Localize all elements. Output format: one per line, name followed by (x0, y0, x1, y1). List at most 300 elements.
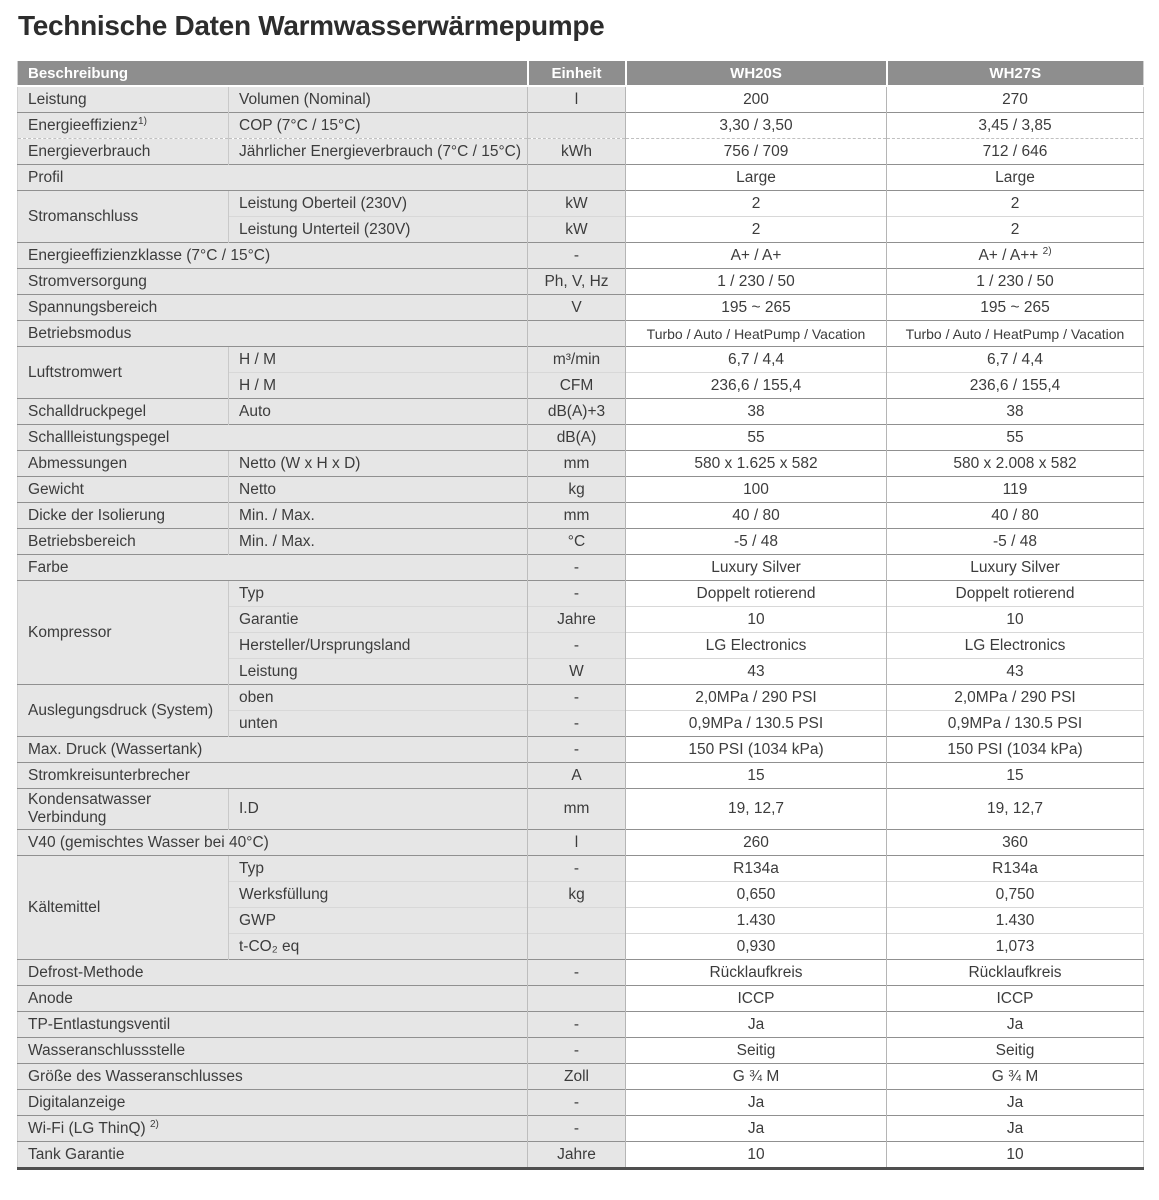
unit-cell-text: - (573, 1093, 580, 1111)
row-label (18, 1090, 528, 1116)
wh20s-value (626, 685, 887, 711)
wh27s-value-text: 0,750 (995, 885, 1035, 903)
unit-cell (528, 347, 626, 373)
wh20s-value (626, 165, 887, 191)
wh27s-value (887, 986, 1144, 1012)
wh20s-value (626, 347, 887, 373)
unit-cell-text: kg (568, 885, 585, 903)
row-label (18, 685, 229, 737)
row-sublabel (229, 789, 528, 830)
row-sublabel-text: Werksfüllung (239, 885, 329, 903)
table-row (18, 113, 1144, 139)
wh20s-value-text: 580 x 1.625 x 582 (694, 454, 818, 472)
wh20s-value-text: 10 (747, 1145, 765, 1163)
row-sublabel-text: oben (239, 688, 274, 706)
row-sublabel (229, 685, 528, 711)
table-row (18, 1012, 1144, 1038)
wh27s-value-text: 2 (1010, 220, 1020, 238)
wh20s-value-text: 43 (747, 662, 765, 680)
unit-cell (528, 373, 626, 399)
unit-cell (528, 711, 626, 737)
wh27s-value-text: 360 (1002, 833, 1028, 851)
wh20s-value (626, 217, 887, 243)
row-label (18, 737, 528, 763)
unit-cell (528, 243, 626, 269)
unit-cell (528, 503, 626, 529)
wh20s-value (626, 581, 887, 607)
unit-cell (528, 882, 626, 908)
unit-cell-text: - (573, 688, 580, 706)
table-row (18, 555, 1144, 581)
wh27s-value (887, 581, 1144, 607)
table-row (18, 529, 1144, 555)
wh20s-value (626, 477, 887, 503)
row-label (18, 399, 229, 425)
row-label (18, 581, 229, 685)
unit-cell (528, 165, 626, 191)
footnote-marker: 1) (138, 115, 147, 127)
row-sublabel-text: GWP (239, 911, 277, 929)
unit-cell (528, 581, 626, 607)
unit-cell-text: - (573, 584, 580, 602)
wh20s-value (626, 1142, 887, 1169)
wh20s-value (626, 86, 887, 113)
wh20s-value-text: -5 / 48 (734, 532, 778, 550)
wh20s-value (626, 659, 887, 685)
wh20s-value-text: 2 (751, 220, 761, 238)
wh27s-value-text: LG Electronics (964, 636, 1066, 654)
wh20s-value (626, 607, 887, 633)
row-label (18, 1142, 528, 1169)
wh27s-value-text: Seitig (995, 1041, 1035, 1059)
wh27s-value (887, 1064, 1144, 1090)
wh27s-value-text: 195 ~ 265 (980, 298, 1050, 316)
unit-cell-text: Jahre (557, 610, 596, 628)
wh20s-value-text: Large (736, 168, 776, 186)
unit-cell (528, 763, 626, 789)
wh27s-value (887, 321, 1144, 347)
wh20s-value (626, 1012, 887, 1038)
row-label (18, 139, 229, 165)
wh27s-value (887, 607, 1144, 633)
unit-cell-text: dB(A)+3 (547, 402, 606, 420)
row-sublabel (229, 113, 528, 139)
wh27s-value (887, 908, 1144, 934)
table-row (18, 763, 1144, 789)
row-sublabel-text: Netto (239, 480, 277, 498)
table-row (18, 1038, 1144, 1064)
row-label-text: Schalldruckpegel (28, 402, 147, 420)
wh27s-value (887, 763, 1144, 789)
row-sublabel-text: t-CO₂ eq (239, 937, 300, 955)
wh27s-value-text: 270 (1002, 90, 1028, 108)
wh27s-value (887, 659, 1144, 685)
wh27s-value-text: 55 (1006, 428, 1024, 446)
wh27s-value (887, 934, 1144, 960)
wh27s-value (887, 295, 1144, 321)
row-sublabel (229, 856, 528, 882)
wh20s-value-text: 1 / 230 / 50 (717, 272, 795, 290)
wh20s-value-text: 2,0MPa / 290 PSI (695, 688, 817, 706)
wh27s-value-text: G ¾ M (991, 1067, 1039, 1085)
table-row (18, 86, 1144, 113)
wh20s-value-text: R134a (733, 859, 779, 877)
unit-cell-text: - (573, 558, 580, 576)
wh27s-value (887, 86, 1144, 113)
row-label-text: Auslegungsdruck (System) (28, 701, 214, 719)
wh20s-value-text: Ja (747, 1119, 765, 1137)
unit-cell (528, 529, 626, 555)
wh27s-value-text: Ja (1006, 1015, 1024, 1033)
table-row (18, 191, 1144, 217)
wh27s-value-text: 19, 12,7 (986, 800, 1044, 817)
row-sublabel (229, 882, 528, 908)
unit-cell-text: - (573, 859, 580, 877)
wh20s-value (626, 986, 887, 1012)
wh27s-value-text: 712 / 646 (982, 142, 1048, 160)
footnote-marker: 2) (150, 1118, 159, 1130)
wh20s-value-text: 2 (751, 194, 761, 212)
wh20s-value-text: 3,30 / 3,50 (719, 116, 793, 134)
wh27s-value (887, 1142, 1144, 1169)
table-row (18, 830, 1144, 856)
unit-cell-text: - (573, 714, 580, 732)
wh20s-value-text: 38 (747, 402, 765, 420)
wh27s-value (887, 830, 1144, 856)
unit-cell (528, 986, 626, 1012)
wh20s-value (626, 425, 887, 451)
unit-cell (528, 1116, 626, 1142)
table-row (18, 451, 1144, 477)
wh27s-value (887, 347, 1144, 373)
row-label-text: Stromanschluss (28, 207, 139, 225)
table-header-row (18, 61, 1144, 86)
wh27s-value-text: 119 (1002, 480, 1028, 498)
unit-cell-text: - (573, 963, 580, 981)
wh20s-value (626, 243, 887, 269)
row-label-text: Schallleistungspegel (28, 428, 170, 446)
row-label-text: Betriebsbereich (28, 532, 136, 550)
unit-cell-text: kW (565, 194, 588, 212)
wh27s-value-text: Ja (1006, 1119, 1024, 1137)
wh27s-value-text: 580 x 2.008 x 582 (953, 454, 1077, 472)
wh20s-value-text: 15 (747, 766, 765, 784)
wh20s-value (626, 321, 887, 347)
wh20s-value-text: Rücklaufkreis (709, 963, 803, 981)
table-row (18, 960, 1144, 986)
wh20s-value (626, 789, 887, 830)
unit-cell-text: kW (565, 220, 588, 238)
footnote-marker: 2) (1042, 245, 1052, 257)
wh20s-value-text: Luxury Silver (711, 558, 801, 576)
row-label (18, 856, 229, 960)
wh27s-value-text: ICCP (996, 989, 1034, 1007)
row-label-text: Energieverbrauch (28, 142, 151, 160)
wh27s-value-text: 15 (1006, 766, 1024, 784)
row-label (18, 243, 528, 269)
header-unit: Einheit (528, 61, 626, 86)
table-row (18, 399, 1144, 425)
table-row (18, 347, 1144, 373)
unit-cell (528, 1142, 626, 1169)
unit-cell-text: mm (563, 506, 590, 524)
row-sublabel-text: H / M (239, 350, 277, 368)
row-label-text: Energieeffizienzklasse (7°C / 15°C) (28, 246, 271, 264)
row-label-text: Luftstromwert (28, 363, 122, 381)
unit-cell-text: Jahre (557, 1145, 596, 1163)
row-label (18, 477, 229, 503)
row-label-text: TP-Entlastungsventil (28, 1015, 171, 1033)
row-sublabel (229, 86, 528, 113)
row-label-text: Profil (28, 168, 64, 186)
wh20s-value (626, 763, 887, 789)
page-title: Technische Daten Warmwasserwärmepumpe (18, 10, 605, 41)
row-label-text: Abmessungen (28, 454, 128, 472)
wh27s-value-text: 38 (1006, 402, 1024, 420)
row-label (18, 960, 528, 986)
row-sublabel (229, 477, 528, 503)
wh20s-value-text: 0,9MPa / 130.5 PSI (688, 714, 824, 732)
wh20s-value (626, 295, 887, 321)
unit-cell (528, 555, 626, 581)
wh27s-value-text: 40 / 80 (991, 506, 1039, 524)
wh27s-value-text: Ja (1006, 1093, 1024, 1111)
row-label (18, 1012, 528, 1038)
wh20s-value-text: 1.430 (736, 911, 776, 929)
wh27s-value-text: 6,7 / 4,4 (986, 350, 1043, 368)
unit-cell-text: m³/min (552, 350, 601, 368)
row-label (18, 295, 528, 321)
row-label (18, 269, 528, 295)
unit-cell (528, 295, 626, 321)
wh27s-value-text: 1 / 230 / 50 (976, 272, 1054, 290)
row-sublabel-text: Netto (W x H x D) (239, 454, 361, 472)
wh20s-value (626, 373, 887, 399)
unit-cell (528, 1038, 626, 1064)
table-row (18, 986, 1144, 1012)
wh27s-value (887, 269, 1144, 295)
wh27s-value (887, 477, 1144, 503)
wh20s-value (626, 1116, 887, 1142)
table-row (18, 139, 1144, 165)
wh20s-value (626, 830, 887, 856)
unit-cell (528, 217, 626, 243)
table-row (18, 321, 1144, 347)
unit-cell (528, 908, 626, 934)
wh27s-value (887, 1012, 1144, 1038)
row-label-text: Digitalanzeige (28, 1093, 126, 1111)
unit-cell (528, 960, 626, 986)
wh20s-value-text: A+ / A+ (730, 246, 782, 264)
wh27s-value-text: Turbo / Auto / HeatPump / Vacation (905, 325, 1125, 342)
unit-cell-text: dB(A) (556, 428, 597, 446)
wh20s-value-text: 236,6 / 155,4 (710, 376, 802, 394)
row-sublabel-text: Volumen (Nominal) (239, 90, 371, 108)
wh27s-value (887, 856, 1144, 882)
unit-cell-text: V (571, 298, 582, 316)
wh20s-value-text: 195 ~ 265 (721, 298, 791, 316)
wh27s-value-text: -5 / 48 (993, 532, 1037, 550)
wh27s-value (887, 503, 1144, 529)
unit-cell-text: - (573, 1119, 580, 1137)
wh20s-value (626, 737, 887, 763)
row-label-text: Farbe (28, 558, 69, 576)
wh27s-value-text: 0,9MPa / 130.5 PSI (947, 714, 1083, 732)
unit-cell (528, 425, 626, 451)
unit-cell-text: mm (563, 800, 590, 817)
row-sublabel-text: Typ (239, 859, 264, 877)
unit-cell (528, 830, 626, 856)
wh27s-value (887, 633, 1144, 659)
unit-cell (528, 659, 626, 685)
wh20s-value-text: 0,650 (736, 885, 776, 903)
unit-cell-text: CFM (559, 376, 594, 394)
table-row (18, 737, 1144, 763)
row-sublabel-text: Leistung (239, 662, 298, 680)
unit-cell-text: Ph, V, Hz (544, 272, 609, 290)
unit-cell (528, 451, 626, 477)
wh27s-value (887, 191, 1144, 217)
wh27s-value (887, 685, 1144, 711)
wh20s-value (626, 139, 887, 165)
row-label (18, 321, 528, 347)
wh27s-value-text: Luxury Silver (970, 558, 1060, 576)
unit-cell (528, 737, 626, 763)
wh27s-value-text: Doppelt rotierend (955, 584, 1075, 602)
row-sublabel (229, 217, 528, 243)
row-label-text: Betriebsmodus (28, 324, 132, 342)
wh20s-value (626, 882, 887, 908)
wh27s-value (887, 789, 1144, 830)
wh27s-value-text: Rücklaufkreis (968, 963, 1062, 981)
row-label-text: Wasseranschlussstelle (28, 1041, 186, 1059)
row-label (18, 529, 229, 555)
wh20s-value-text: Ja (747, 1093, 765, 1111)
row-sublabel (229, 451, 528, 477)
row-label (18, 503, 229, 529)
row-label (18, 425, 528, 451)
spec-table (17, 61, 1144, 1170)
unit-cell (528, 1012, 626, 1038)
wh20s-value (626, 633, 887, 659)
wh27s-value (887, 1038, 1144, 1064)
row-label (18, 191, 229, 243)
wh20s-value (626, 1090, 887, 1116)
row-label-text: Kondensatwasser Verbindung (28, 791, 152, 826)
wh20s-value-text: 200 (743, 90, 769, 108)
wh20s-value (626, 451, 887, 477)
table-row (18, 295, 1144, 321)
row-label (18, 451, 229, 477)
wh27s-value-text: 1,073 (995, 937, 1035, 955)
spec-table-body (18, 86, 1144, 1169)
unit-cell-text: l (574, 90, 579, 108)
wh27s-value (887, 165, 1144, 191)
row-sublabel-text: Typ (239, 584, 264, 602)
unit-cell (528, 789, 626, 830)
wh27s-value-text: Large (995, 168, 1035, 186)
wh20s-value-text: Doppelt rotierend (696, 584, 816, 602)
row-label-text: Stromkreisunterbrecher (28, 766, 190, 784)
unit-cell (528, 934, 626, 960)
row-sublabel (229, 399, 528, 425)
wh27s-value (887, 960, 1144, 986)
wh27s-value (887, 373, 1144, 399)
unit-cell (528, 139, 626, 165)
row-label-text: Größe des Wasseranschlusses (28, 1067, 243, 1085)
wh27s-value-text: 150 PSI (1034 kPa) (947, 740, 1083, 758)
unit-cell (528, 633, 626, 659)
row-label-text: Anode (28, 989, 73, 1007)
unit-cell (528, 399, 626, 425)
row-sublabel-text: Garantie (239, 610, 299, 628)
row-sublabel-text: I.D (239, 800, 259, 817)
wh20s-value-text: 40 / 80 (732, 506, 780, 524)
row-sublabel-text: Min. / Max. (239, 506, 315, 524)
wh20s-value-text: LG Electronics (705, 636, 807, 654)
table-row (18, 1116, 1144, 1142)
wh27s-value (887, 737, 1144, 763)
row-label-text: Kompressor (28, 623, 112, 641)
row-sublabel (229, 503, 528, 529)
wh20s-value (626, 399, 887, 425)
row-label-text: Energieeffizienz (28, 116, 139, 134)
table-row (18, 856, 1144, 882)
row-sublabel (229, 934, 528, 960)
row-label-text: Gewicht (28, 480, 84, 498)
unit-cell (528, 477, 626, 503)
wh27s-value (887, 139, 1144, 165)
table-row (18, 269, 1144, 295)
table-row (18, 581, 1144, 607)
wh27s-value (887, 399, 1144, 425)
unit-cell (528, 607, 626, 633)
table-row (18, 165, 1144, 191)
wh20s-value-text: 10 (747, 610, 765, 628)
wh20s-value-text: Ja (747, 1015, 765, 1033)
wh20s-value (626, 503, 887, 529)
unit-cell-text: kg (568, 480, 585, 498)
table-row (18, 477, 1144, 503)
unit-cell-text: A (571, 766, 582, 784)
unit-cell-text: kWh (561, 142, 592, 160)
wh27s-value-text: 3,45 / 3,85 (978, 116, 1052, 134)
wh27s-value-text: R134a (992, 859, 1038, 877)
wh27s-value (887, 243, 1144, 269)
row-label (18, 763, 528, 789)
wh27s-value (887, 113, 1144, 139)
table-row (18, 1090, 1144, 1116)
table-row (18, 1064, 1144, 1090)
row-sublabel (229, 373, 528, 399)
row-sublabel-text: Hersteller/Ursprungsland (239, 636, 411, 654)
row-sublabel (229, 607, 528, 633)
row-label-text: Tank Garantie (28, 1145, 125, 1163)
row-sublabel-text: H / M (239, 376, 277, 394)
unit-cell-text: Zoll (564, 1067, 589, 1085)
table-row (18, 503, 1144, 529)
table-row (18, 685, 1144, 711)
unit-cell (528, 685, 626, 711)
table-row (18, 243, 1144, 269)
unit-cell (528, 191, 626, 217)
wh20s-value (626, 856, 887, 882)
unit-cell-text: - (573, 1041, 580, 1059)
unit-cell-text: mm (563, 454, 590, 472)
wh27s-value-text: 2 (1010, 194, 1020, 212)
table-row (18, 789, 1144, 830)
wh27s-value-text: 236,6 / 155,4 (969, 376, 1061, 394)
